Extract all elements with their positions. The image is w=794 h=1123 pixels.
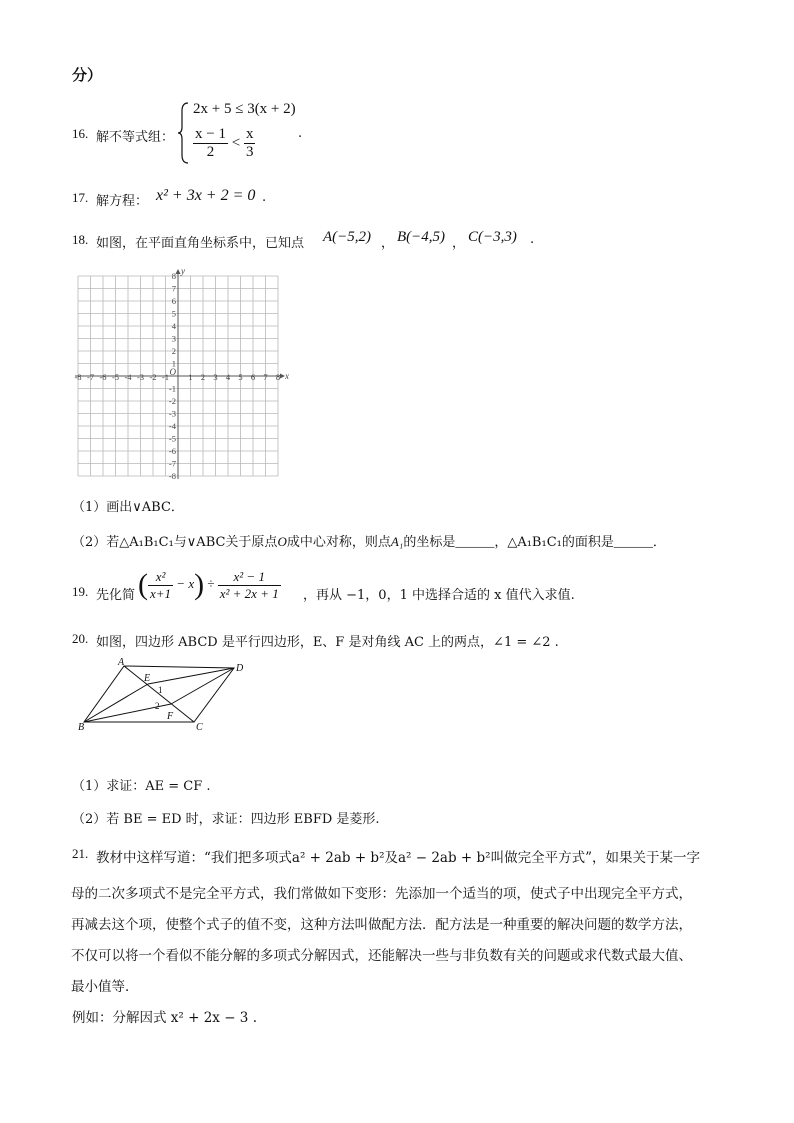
y-tick-label: 3 (171, 333, 176, 344)
y-tick-label: -1 (168, 383, 176, 394)
q16-inequality-2: $\frac{x - 1}{2}$ < $\frac{x}{3}$ (195, 126, 254, 160)
y-axis-label: y (181, 266, 185, 276)
y-tick-label: 7 (171, 283, 176, 294)
parallelogram-figure (76, 656, 256, 736)
x-tick-label: -3 (136, 372, 145, 382)
q20-number: 20. (72, 631, 89, 646)
segment-ed (148, 668, 234, 684)
q21-number: 21. (72, 846, 89, 861)
x-tick-label: -8 (74, 372, 82, 382)
label-d: D (236, 663, 244, 674)
q16-brace (178, 101, 190, 165)
segment-be (84, 684, 148, 722)
label-angle-2: 2 (155, 701, 160, 711)
coordinate-grid (74, 264, 294, 480)
q18-point-c: C(−3,3) (468, 229, 517, 245)
q21-line-5: 最小值等． (71, 979, 139, 995)
label-f: F (167, 711, 174, 722)
q16-end: . (298, 126, 303, 141)
q18-point-b: B(−4,5) (397, 229, 446, 245)
x-tick-label: -7 (86, 372, 95, 382)
x-axis-label: x (285, 371, 289, 381)
x-tick-label: 4 (225, 372, 231, 382)
x-tick-label: -4 (124, 372, 132, 382)
x-tick-label: 5 (238, 372, 243, 382)
label-angle-1: 1 (158, 685, 163, 695)
q21-line-1: 教材中这样写道：“我们把多项式a² + 2ab + b²及a² − 2ab + b²叫做完全平方式”，如果关于某一字 (96, 850, 700, 866)
y-tick-label: 5 (171, 308, 176, 319)
origin-label: O (169, 367, 176, 377)
x-tick-label: 1 (188, 372, 193, 382)
x-tick-label: 7 (263, 372, 268, 382)
q16-inequality-1: 2x + 5 ≤ 3(x + 2) (193, 101, 296, 117)
y-tick-label: 1 (171, 358, 176, 369)
y-tick-label: 2 (171, 346, 176, 356)
q18-part-1: （1）画出∨ABC． (72, 500, 184, 515)
label-a: A (118, 657, 125, 668)
x-tick-label: -6 (99, 372, 107, 382)
q19-expression: ( $\frac{\text{x²}}{x+1}$ − x) ÷ $\frac{\text{x² − 1}}{\text{x² + 2x + 1}}$ (138, 568, 279, 601)
y-tick-label: -8 (168, 471, 176, 480)
q18-number: 18. (72, 232, 89, 247)
y-tick-label: 6 (171, 296, 176, 306)
y-tick-label: -6 (168, 446, 176, 456)
q18-sep-2: ， (452, 236, 466, 251)
q18-part-2: （2）若△A₁B₁C₁与∨ABC关于原点O成中心对称，则点A₁的坐标是______，△A₁B₁C₁的面积是______． (72, 534, 666, 550)
q21-line-3: 再减去这个项，使整个式子的值不变，这种方法叫做配方法．配方法是一种重要的解决问题的数学方法， (71, 917, 692, 933)
q20-part-2: （2）若 BE = ED 时，求证：四边形 EBFD 是菱形. (72, 812, 380, 827)
x-tick-label: -5 (111, 372, 120, 382)
x-tick-label: -1 (161, 372, 170, 382)
q18-end: . (530, 232, 535, 247)
x-tick-label: 2 (200, 372, 206, 382)
q19-prompt: 先化简 (96, 588, 136, 603)
q16-number: 16. (72, 126, 89, 141)
q21-example: 例如：分解因式 x² + 2x − 3 . (72, 1010, 257, 1026)
q20-prompt: 如图，四边形 ABCD 是平行四边形，E、F 是对角线 AC 上的两点，∠1 = ∠2 . (96, 635, 559, 650)
q18-sep-1: ， (381, 236, 395, 251)
y-axis-arrow (176, 269, 181, 274)
q17-end: . (262, 190, 267, 205)
q18-prompt: 如图，在平面直角坐标系中，已知点 (96, 236, 305, 251)
page-header-fragment: 分） (72, 66, 103, 84)
x-tick-label: 6 (250, 372, 256, 382)
q16-prompt: 解不等式组： (96, 130, 175, 145)
x-tick-label: 8 (275, 372, 281, 382)
y-tick-label: -4 (168, 421, 176, 431)
q21-line-4: 不仅可以将一个看似不能分解的多项式分解因式，还能解决一些与非负数有关的问题或求代数式最大值、 (71, 948, 692, 964)
y-tick-label: 4 (171, 321, 176, 331)
label-b: B (78, 722, 85, 733)
answer-blank-2: ______ (613, 534, 653, 549)
y-tick-label: 8 (171, 271, 176, 281)
answer-blank-1: ______ (455, 534, 495, 549)
label-c: C (196, 722, 203, 733)
q19-number: 19. (72, 584, 89, 599)
q19-tail: ，再从 −1，0，1 中选择合适的 x 值代入求值. (303, 588, 575, 603)
q17-number: 17. (72, 190, 89, 205)
y-tick-label: -7 (168, 458, 176, 469)
q21-line-2: 母的二次多项式不是完全平方式，我们常做如下变形：先添加一个适当的项，使式子中出现完全平方式， (71, 886, 692, 902)
y-tick-label: -3 (168, 408, 176, 419)
y-tick-label: -2 (168, 396, 176, 406)
q17-prompt: 解方程： (96, 194, 149, 209)
x-tick-label: 3 (213, 372, 218, 382)
q20-part-1: （1）求证：AE = CF . (72, 779, 211, 794)
label-e: E (144, 673, 151, 684)
q18-point-a: A(−5,2) (323, 229, 372, 245)
y-tick-label: -5 (168, 433, 176, 444)
x-tick-label: -2 (149, 372, 157, 382)
q17-equation: x² + 3x + 2 = 0 (156, 187, 256, 204)
